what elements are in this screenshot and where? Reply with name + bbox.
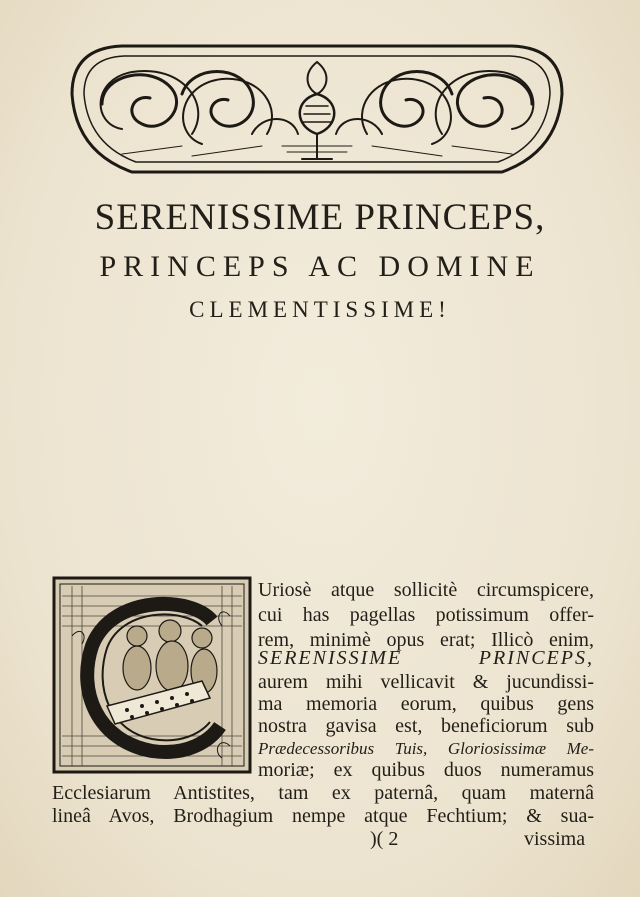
- body-line-1: Uriosè atque sollicitè circumspicere,: [258, 579, 594, 601]
- body-line-10: Ecclesiarum Antistites, tam ex paternâ, quam maternâ: [52, 782, 594, 804]
- body-line-4-addressee: SERENISSIME PRINCEPS,: [258, 647, 594, 669]
- headpiece-ornament: [62, 34, 572, 184]
- heading-line-2: PRINCEPS AC DOMINE: [99, 250, 541, 283]
- heading-line-1: SERENISSIME PRINCEPS,: [94, 197, 546, 238]
- woodcut-initial-c: [52, 576, 252, 774]
- body-line-9: moriæ; ex quibus duos numeramus: [258, 759, 594, 781]
- catchword: vissima: [524, 828, 586, 850]
- body-line-11: lineâ Avos, Brodhagium nempe atque Fechtium; & sua-: [52, 805, 594, 827]
- show-through-text: [120, 190, 590, 550]
- signature-mark: )( 2: [370, 828, 399, 850]
- heading-line-3: CLEMENTISSIME!: [189, 297, 451, 322]
- body-line-6: ma memoria eorum, quibus gens: [258, 693, 594, 715]
- body-line-2: cui has pagellas potissimum offer-: [258, 604, 594, 626]
- body-line-3: rem, minimè opus erat; Illicò enim,: [258, 629, 594, 651]
- body-line-5: aurem mihi vellicavit & jucundissi-: [258, 671, 594, 693]
- body-line-8: Prædecessoribus Tuis, Gloriosissimæ Me-: [258, 739, 594, 758]
- body-line-7: nostra gavisa est, beneficiorum sub: [258, 715, 594, 737]
